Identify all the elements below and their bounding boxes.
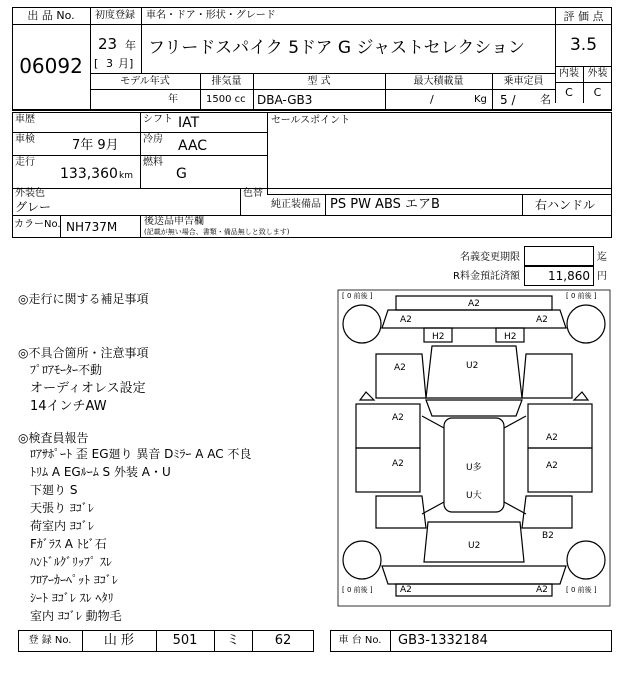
interior-grade: C bbox=[565, 86, 573, 99]
reg-class: 501 bbox=[172, 633, 198, 648]
reg-area: 山 形 bbox=[103, 633, 135, 648]
first-reg-year-unit: 年 bbox=[125, 39, 136, 52]
recycle-label: R料金預託済額 bbox=[453, 271, 520, 282]
color-change-label: 色替 bbox=[243, 188, 263, 199]
shift: IAT bbox=[178, 115, 200, 131]
exterior-grade: C bbox=[593, 86, 602, 99]
defect-item: オーディオレス設定 bbox=[30, 381, 146, 396]
steering: 右ハンドル bbox=[535, 198, 596, 212]
fuel: G bbox=[176, 166, 187, 182]
defect-item: 14インチAW bbox=[30, 399, 107, 414]
first-reg-month-unit: 月] bbox=[118, 57, 134, 70]
inspector-item: ﾌﾛｱｰｶｰﾍﾟｯﾄ ﾖｺﾞﾚ bbox=[30, 573, 118, 587]
max-load-sep: / bbox=[430, 93, 434, 106]
inspector-item: ﾛｱｻﾎﾟｰﾄ 歪 EG廻り 異音 Dﾐﾗｰ A AC 不良 bbox=[30, 447, 252, 461]
score: 3.5 bbox=[569, 35, 598, 55]
mark-headlight-left: H2 bbox=[432, 332, 445, 342]
mark-right-rear-door: A2 bbox=[546, 461, 558, 471]
color-no: NH737M bbox=[66, 220, 118, 234]
front-left-label: [ 0 前後 ] bbox=[342, 292, 373, 300]
capacity-unit: 名 bbox=[540, 93, 551, 106]
inspector-item: 天張り ﾖｺﾞﾚ bbox=[30, 501, 94, 515]
model: DBA-GB3 bbox=[257, 93, 313, 107]
displacement: 1500 cc bbox=[206, 94, 246, 105]
aftermarket-label: 後送品申告欄 bbox=[144, 216, 204, 227]
mileage-unit: km bbox=[119, 171, 133, 181]
driving-notes-title: ◎走行に関する補足事項 bbox=[18, 292, 149, 306]
exterior-color: グレー bbox=[15, 200, 52, 214]
ac-label: 冷房 bbox=[143, 134, 163, 145]
model-year-label: モデル年式 bbox=[120, 76, 170, 87]
aftermarket-note: (記載が無い場合、書類・備品無しと致します) bbox=[144, 228, 290, 236]
interior-label: 内装 bbox=[559, 68, 579, 79]
mark-rear-panel: B2 bbox=[542, 531, 554, 541]
recycle: 11,860 bbox=[548, 269, 590, 283]
mark-headlight-right: H2 bbox=[504, 332, 517, 342]
first-reg-month: 3 bbox=[106, 57, 113, 70]
max-load-unit: Kg bbox=[474, 94, 487, 105]
reg-number: 62 bbox=[274, 633, 292, 648]
mark-left-fender: A2 bbox=[394, 363, 406, 373]
exterior-label: 外装 bbox=[587, 68, 608, 79]
chassis-no: GB3-1332184 bbox=[398, 633, 488, 648]
mileage-label: 走行 bbox=[15, 157, 35, 168]
car-label: 車名・ドア・形状・グレード bbox=[146, 10, 276, 21]
mark-rear-bumper-left: A2 bbox=[400, 585, 412, 595]
fuel-label: 燃料 bbox=[143, 157, 163, 168]
reg-kana: ミ bbox=[226, 633, 240, 648]
rear-right-label: [ 0 前後 ] bbox=[566, 586, 597, 594]
mark-left-front-door: A2 bbox=[392, 413, 404, 423]
defect-item: ﾌﾟﾛｱﾓｰﾀｰ不動 bbox=[30, 363, 103, 377]
inspector-item: 下廻り S bbox=[30, 483, 78, 497]
mark-back-door: U2 bbox=[468, 541, 481, 551]
mark-right-front-door: A2 bbox=[546, 433, 558, 443]
first-reg-year: 23 bbox=[98, 35, 118, 53]
mark-rear-bumper-right: A2 bbox=[536, 585, 548, 595]
mark-hood: U2 bbox=[466, 361, 479, 371]
name-change-label: 名義変更期限 bbox=[460, 252, 520, 263]
ac: AAC bbox=[178, 138, 208, 154]
name-change-suffix: 迄 bbox=[597, 252, 607, 263]
first-reg-month-open: [ bbox=[94, 57, 99, 70]
car-damage-diagram bbox=[336, 288, 612, 608]
displacement-label: 排気量 bbox=[211, 76, 242, 87]
capacity-label: 乗車定員 bbox=[503, 76, 544, 87]
inspector-item: ｼｰﾄ ﾖｺﾞﾚ ｽﾚ ﾍﾀﾘ bbox=[30, 591, 114, 605]
defects-title: ◎不具合箇所・注意事項 bbox=[18, 346, 149, 360]
mark-roof-2: U大 bbox=[466, 491, 482, 501]
front-right-label: [ 0 前後 ] bbox=[566, 292, 597, 300]
lot-no: 06092 bbox=[19, 54, 83, 78]
inspector-item: 室内 ﾖｺﾞﾚ 動物毛 bbox=[30, 609, 122, 623]
first-reg-label: 初度登録 bbox=[95, 10, 135, 21]
inspector-item: ﾄﾘﾑ A EGﾙｰﾑ S 外装 A・U bbox=[30, 465, 171, 479]
mark-front-bumper: A2 bbox=[468, 299, 480, 309]
mileage: 133,360 bbox=[60, 166, 118, 182]
mark-roof-1: U多 bbox=[466, 463, 482, 473]
equipment: PS PW ABS エアB bbox=[330, 197, 440, 212]
model-label: 型 式 bbox=[307, 76, 331, 87]
car-name: フリードスパイク 5ドア G ジャストセレクション bbox=[148, 38, 525, 58]
capacity: 5 / bbox=[500, 93, 516, 107]
equipment-label: 純正装備品 bbox=[271, 199, 321, 210]
exterior-color-label: 外装色 bbox=[15, 188, 45, 199]
mark-front-left: A2 bbox=[400, 315, 412, 325]
reg-label: 登 録 No. bbox=[28, 635, 72, 646]
inspector-item: Fｶﾞﾗｽ A ﾄﾋﾞ石 bbox=[30, 537, 107, 551]
inspection-label: 車検 bbox=[15, 134, 35, 145]
max-load-label: 最大積載量 bbox=[413, 76, 464, 87]
lot-no-label: 出 品 No. bbox=[27, 9, 75, 22]
inspector-item: ﾊﾝﾄﾞﾙｸﾞﾘｯﾌﾟ ｽﾚ bbox=[30, 555, 112, 569]
color-no-label: カラーNo. bbox=[14, 219, 61, 230]
score-label: 評 価 点 bbox=[563, 10, 604, 23]
inspector-title: ◎検査員報告 bbox=[18, 431, 89, 445]
name-change-box bbox=[524, 246, 594, 266]
recycle-unit: 円 bbox=[597, 271, 607, 282]
chassis-label: 車 台 No. bbox=[338, 635, 382, 646]
inspection: 7年 9月 bbox=[72, 138, 119, 153]
shift-label: シフト bbox=[143, 114, 173, 125]
history-label: 車歴 bbox=[15, 114, 35, 125]
model-year-unit: 年 bbox=[168, 94, 178, 105]
rear-left-label: [ 0 前後 ] bbox=[342, 586, 373, 594]
mark-left-rear-door: A2 bbox=[392, 459, 404, 469]
mark-front-right: A2 bbox=[536, 315, 548, 325]
sales-points-label: セールスポイント bbox=[271, 115, 351, 126]
inspector-item: 荷室内 ﾖｺﾞﾚ bbox=[30, 519, 94, 533]
